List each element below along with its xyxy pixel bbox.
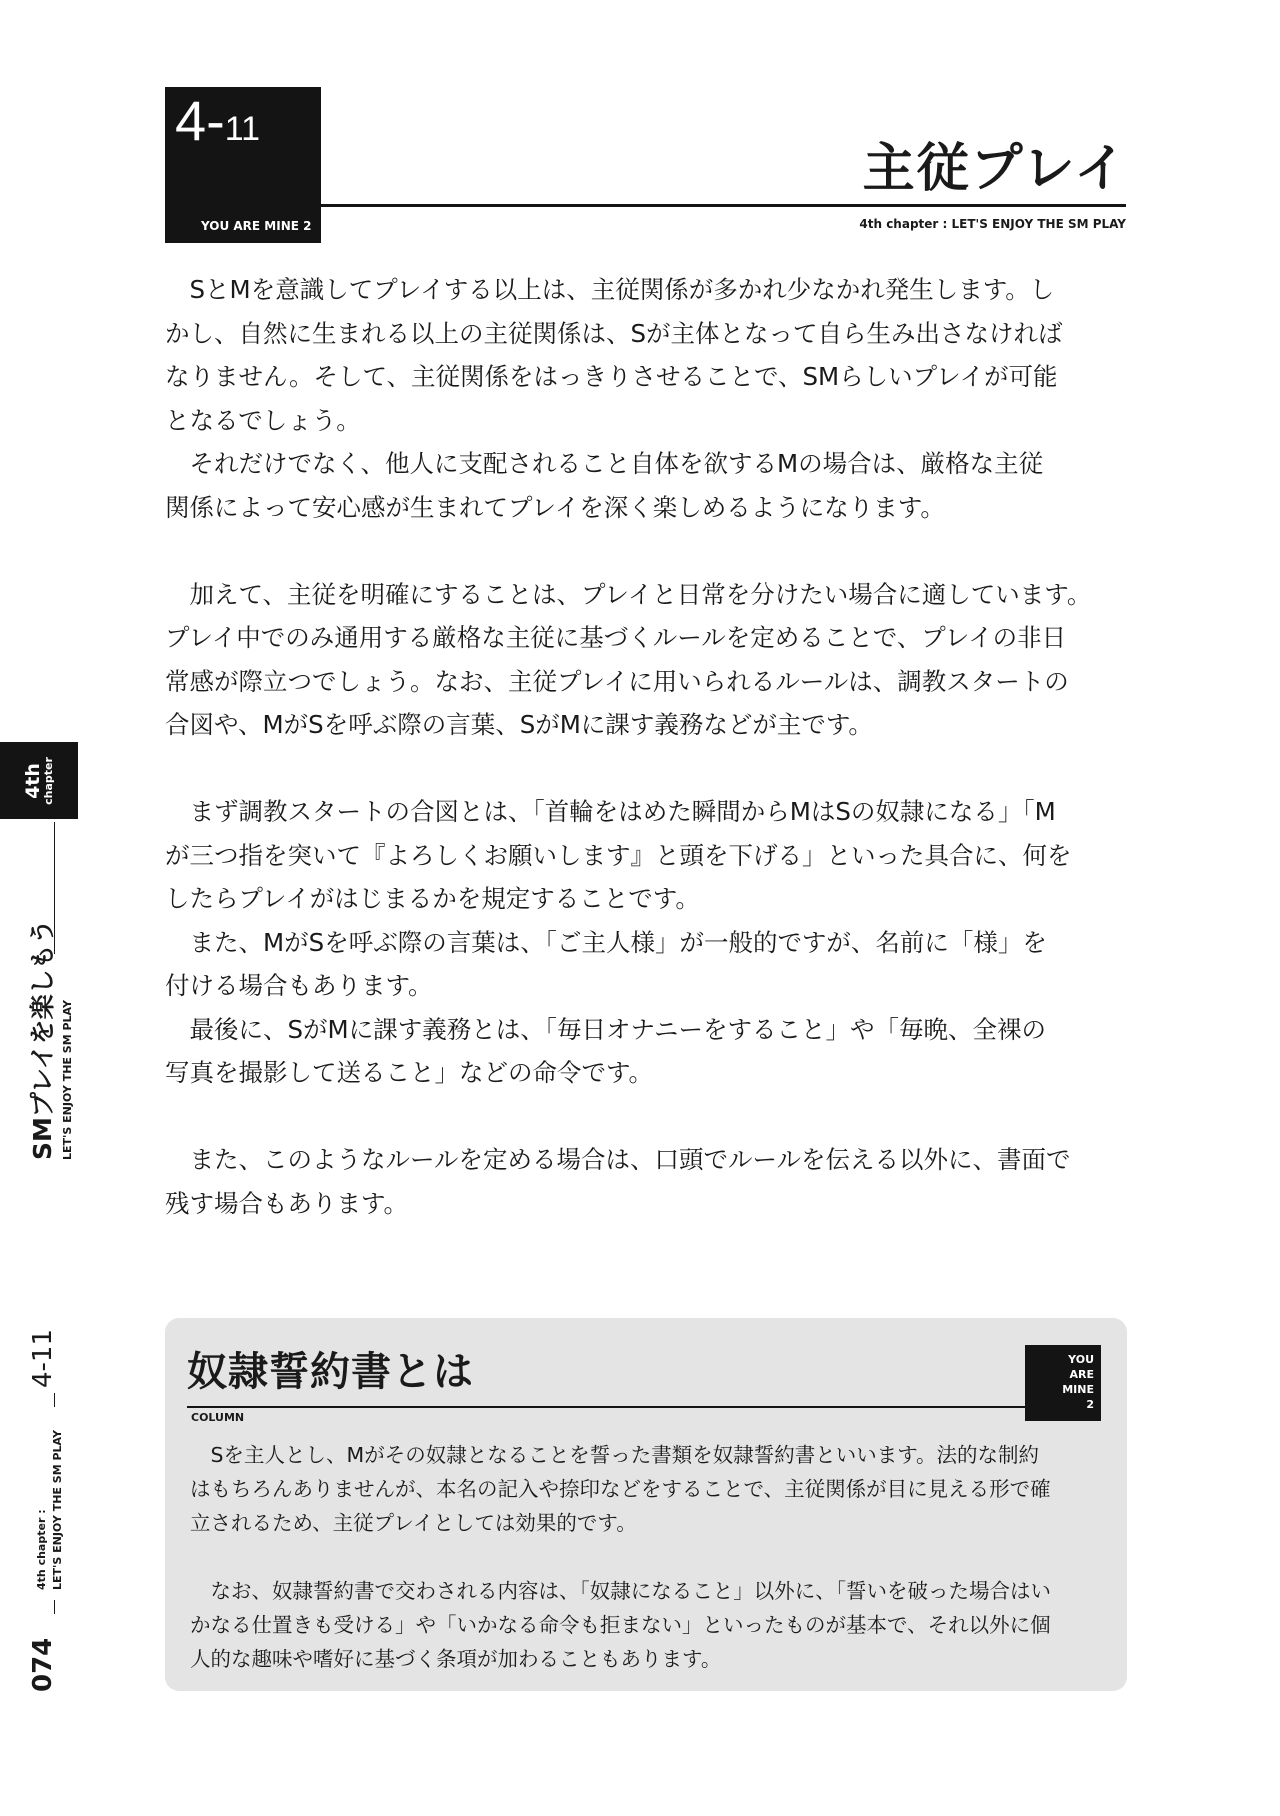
text-line: プレイ中でのみ通用する厳格な主従に基づくルールを定めることで、プレイの非日 [165, 623, 1067, 652]
section-number-main: 4- [175, 89, 225, 152]
badge-line: ARE [1069, 1368, 1094, 1381]
paragraph-gap [165, 747, 1145, 791]
margin-chapter-title-en: LET'S ENJOY THE SM PLAY [61, 1000, 74, 1160]
text-line: 付ける場合もあります。 [165, 971, 433, 1000]
section-number [175, 89, 261, 152]
text-line: 人的な趣味や嗜好に基づく条項が加わることもあります。 [190, 1647, 722, 1671]
text-line: 立されるため、主従プレイとしては効果的です。 [190, 1511, 637, 1535]
chapter-tab [0, 742, 78, 819]
column-box [165, 1318, 1127, 1691]
text-line: まず調教スタートの合図とは、「首輪をはめた瞬間からMはSの奴隷になる」「M [165, 797, 1056, 826]
text-line: が三つ指を突いて『よろしくお願いします』と頭を下げる」といった具合に、何を [165, 840, 1072, 870]
text-line: SとMを意識してプレイする以上は、主従関係が多かれ少なかれ発生します。し [165, 275, 1055, 304]
text-line: 加えて、主従を明確にすることは、プレイと日常を分けたい場合に適しています。 [165, 579, 1092, 609]
badge-line: MINE [1062, 1383, 1094, 1396]
column-title: 奴隷誓約書とは [187, 1349, 474, 1395]
text-line: なお、奴隷誓約書で交わされる内容は、「奴隷になること」以外に、「誓いを破った場合はい [190, 1579, 1051, 1603]
column-text [190, 1438, 1090, 1676]
text-line: 最後に、SがMに課す義務とは、「毎日オナニーをすること」や「毎晩、全裸の [165, 1014, 1046, 1044]
paragraph-gap [165, 1095, 1145, 1139]
margin-chapter-ref-line1: 4th chapter : [35, 1509, 48, 1590]
section-number-sub: 11 [224, 110, 261, 148]
text-line: 写真を撮影して送ること」などの命令です。 [165, 1058, 654, 1087]
chapter-tab-main: 4th [22, 762, 44, 799]
text-line: 合図や、MがSを呼ぶ際の言葉、SがMに課す義務などが主です。 [165, 710, 873, 739]
section-number-block [165, 87, 321, 243]
margin-chapter-ref-line2: LET'S ENJOY THE SM PLAY [51, 1430, 64, 1590]
column-badge [1025, 1345, 1101, 1421]
page-number: 074 [28, 1637, 58, 1692]
margin-divider [54, 1600, 55, 1614]
text-line: 関係によって安心感が生まれてプレイを深く楽しめるようになります。 [165, 492, 945, 522]
section-subtitle: YOU ARE MINE 2 [201, 219, 312, 233]
margin-section-ref: 4-11 [28, 1328, 58, 1388]
badge-line: YOU [1068, 1353, 1094, 1366]
page-title: 主従プレイ [862, 139, 1128, 199]
text-line: なりません。そして、主従関係をはっきりさせることで、SMらしいプレイが可能 [165, 362, 1058, 391]
title-divider [321, 204, 1126, 207]
chapter-tab-sub: chapter [42, 756, 55, 805]
text-line: また、このようなルールを定める場合は、口頭でルールを伝える以外に、書面で [165, 1145, 1071, 1174]
margin-chapter-title-jp: SMプレイを楽しもう [28, 919, 57, 1160]
text-line: かなる仕置きも受ける」や「いかなる命令も拒まない」といったものが基本で、それ以外に個 [190, 1613, 1051, 1637]
column-divider [187, 1406, 1074, 1408]
text-line: Sを主人とし、Mがその奴隷となることを誓った書類を奴隷誓約書といいます。法的な制約 [190, 1443, 1040, 1467]
column-label: COLUMN [191, 1411, 245, 1424]
text-line: また、MがSを呼ぶ際の言葉は、「ご主人様」が一般的ですが、名前に「様」を [165, 927, 1047, 957]
body-text [165, 268, 1145, 1225]
text-line: かし、自然に生まれる以上の主従関係は、Sが主体となって自ら生み出さなければ [165, 318, 1063, 348]
text-line: となるでしょう。 [165, 405, 361, 435]
paragraph-gap [190, 1540, 1090, 1574]
chapter-subtitle: 4th chapter : LET'S ENJOY THE SM PLAY [859, 217, 1126, 231]
text-line: したらプレイがはじまるかを規定することです。 [165, 884, 700, 913]
text-line: それだけでなく、他人に支配されること自体を欲するMの場合は、厳格な主従 [165, 449, 1044, 478]
badge-line: 2 [1086, 1398, 1094, 1411]
paragraph-gap [165, 529, 1145, 573]
text-line: はもちろんありませんが、本名の記入や捺印などをすることで、主従関係が目に見える形で確 [190, 1477, 1051, 1501]
text-line: 残す場合もあります。 [165, 1188, 409, 1218]
margin-divider [54, 1393, 55, 1407]
text-line: 常感が際立つでしょう。なお、主従プレイに用いられるルールは、調教スタートの [165, 666, 1069, 696]
